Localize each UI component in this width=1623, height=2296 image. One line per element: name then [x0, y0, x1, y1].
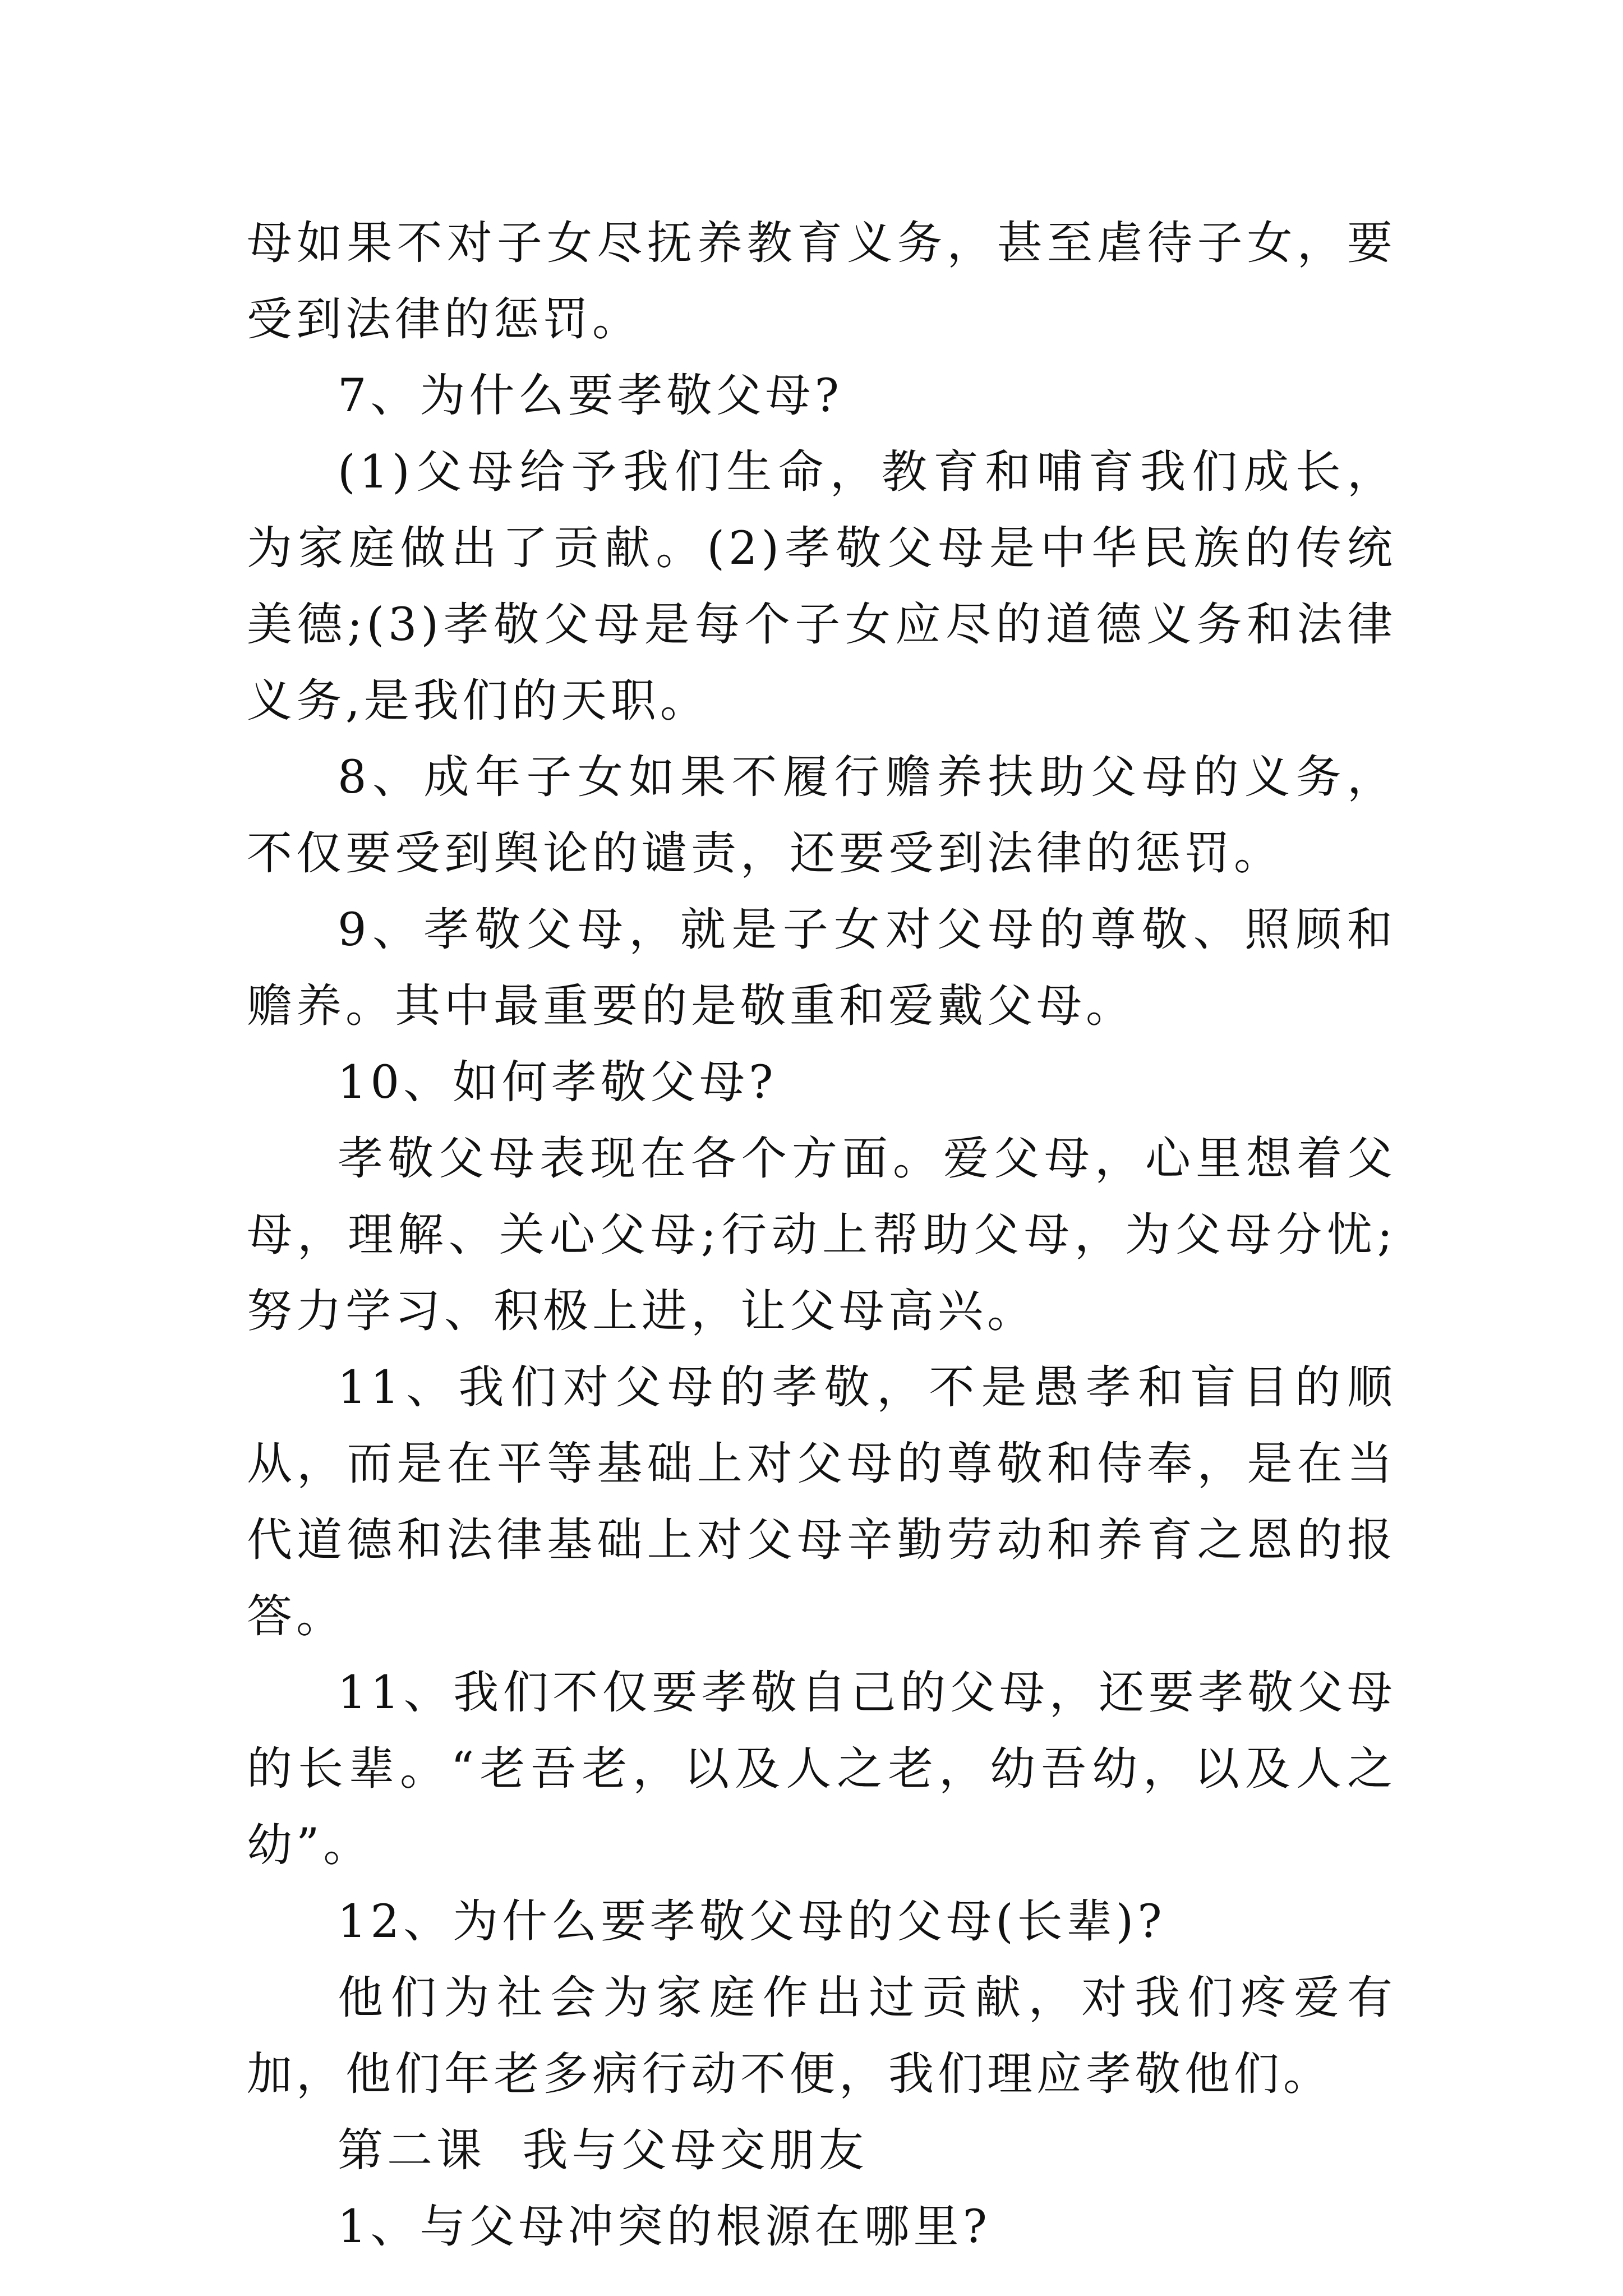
question-12: 12、为什么要孝敬父母的父母(长辈)?: [338, 1895, 1166, 1948]
point-11b: 11、我们不仅要孝敬自己的父母，还要孝敬父母的长辈。“老吾老，以及人之老，幼吾幼，以及人之幼”。: [247, 1667, 1396, 1872]
answer-12: 他们为社会为家庭作出过贡献，对我们疼爱有加，他们年老多病行动不便，我们理应孝敬他们。: [247, 1972, 1396, 2101]
point-9: 9、孝敬父母，就是子女对父母的尊敬、照顾和赡养。其中最重要的是敬重和爱戴父母。: [247, 904, 1396, 1033]
paragraph-continuation: 母如果不对子女尽抚养教育义务，甚至虐待子女，要受到法律的惩罚。: [247, 217, 1396, 346]
document-body: [247, 205, 1396, 2265]
lesson-heading: 第二课 我与父母交朋友: [338, 2124, 868, 2177]
point-8: 8、成年子女如果不履行赡养扶助父母的义务，不仅要受到舆论的谴责，还要受到法律的惩罚。: [247, 751, 1396, 880]
question-1: 1、与父母冲突的根源在哪里?: [338, 2201, 991, 2253]
point-11a: 11、我们对父母的孝敬，不是愚孝和盲目的顺从，而是在平等基础上对父母的尊敬和侍奉，是在当代道德和法律基础上对父母辛勤劳动和养育之恩的报答。: [247, 1361, 1396, 1643]
question-10: 10、如何孝敬父母?: [338, 1056, 777, 1109]
answer-7: (1)父母给予我们生命，教育和哺育我们成长，为家庭做出了贡献。(2)孝敬父母是中华民族的传统美德;(3)孝敬父母是每个子女应尽的道德义务和法律义务,是我们的天职。: [247, 446, 1396, 728]
answer-10: 孝敬父母表现在各个方面。爱父母，心里想着父母，理解、关心父母;行动上帮助父母，为父母分忧;努力学习、积极上进，让父母高兴。: [247, 1133, 1396, 1338]
question-7: 7、为什么要孝敬父母?: [338, 370, 843, 422]
